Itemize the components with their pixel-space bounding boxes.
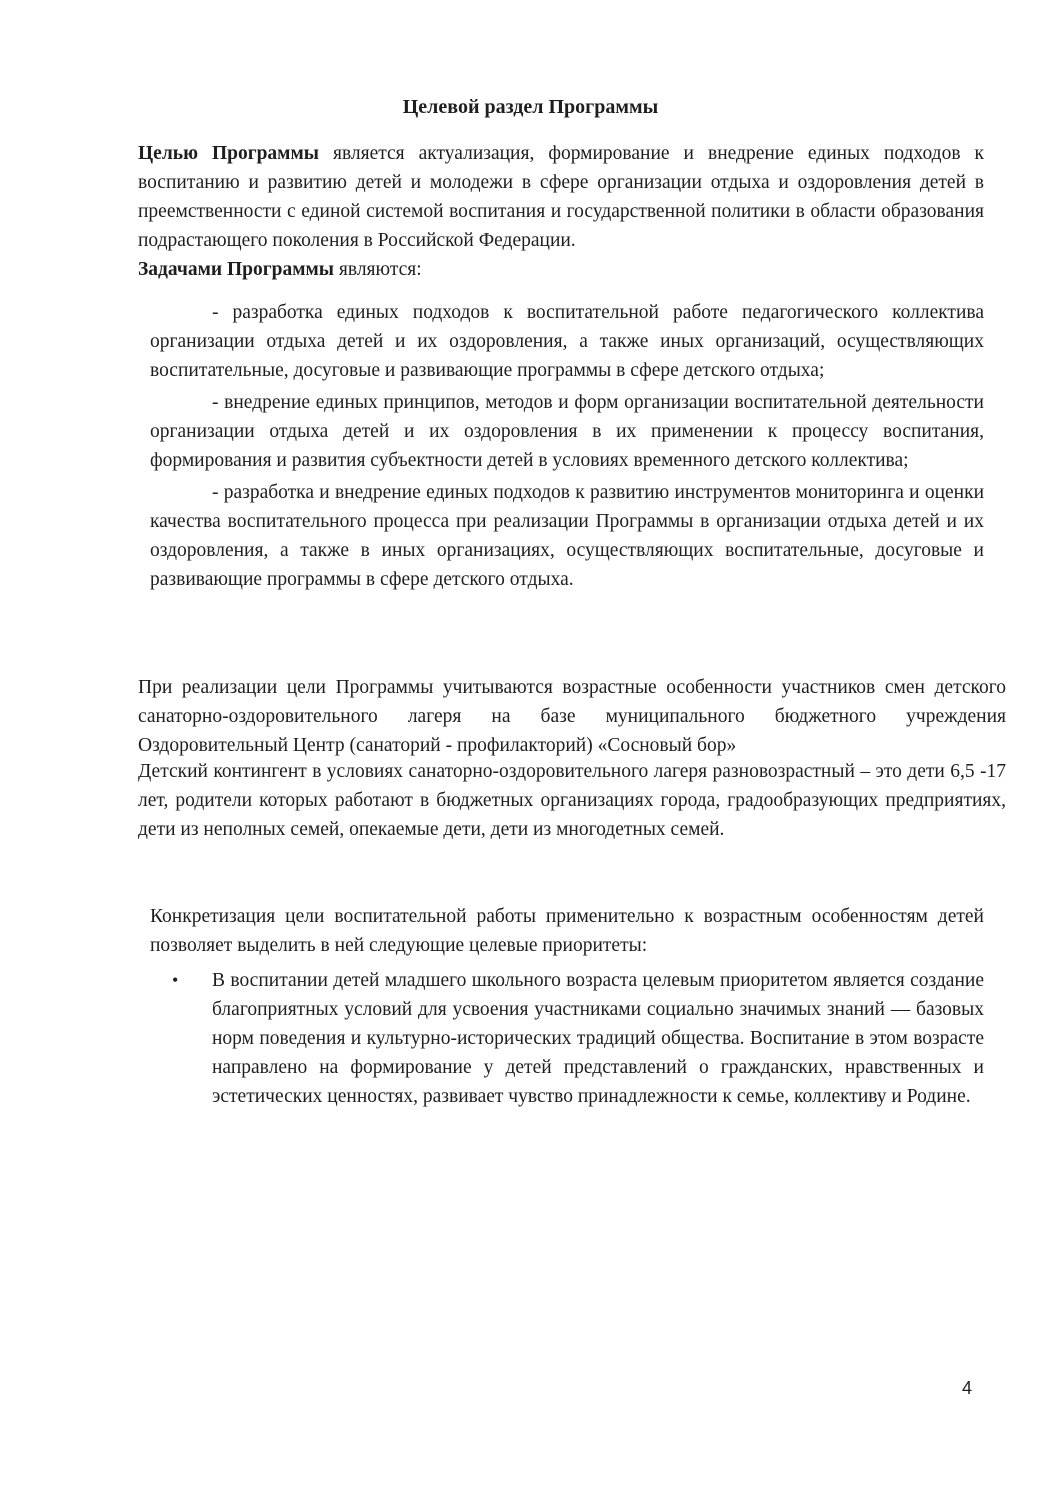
tasks-heading: [138, 255, 984, 284]
section-title: Целевой раздел Программы: [402, 96, 659, 118]
contingent-paragraph: Детский контингент в условиях санаторно-оздоровительного лагеря разновозрастный – это дети 6,5 -17 лет, родители которых работают в бюджетных организациях города, градообразующих предприятиях, дети из неполных семей, опекаемые дети, дети из многодетных семей.: [138, 761, 1006, 840]
goal-text: является актуализация, формирование и внедрение единых подходов к воспитанию и развитию детей и молодежи в сфере организации отдыха и оздоровления детей в преемственности с единой системой воспитания и государственной политики в области образования подрастающего поколения в Российской Федерации.: [138, 143, 984, 251]
task-item: - разработка и внедрение единых подходов к развитию инструментов мониторинга и оценки качества воспитательного процесса при реализации Программы в организации отдыха детей и их оздоровления, а также в иных организациях, осуществляющих воспитательные, досуговые и развивающие программы в сфере детского отдыха.: [150, 482, 984, 590]
task-item: - внедрение единых принципов, методов и форм организации воспитательной деятельности организации отдыха детей и их оздоровления в их применении к процессу воспитания, формирования и развития субъектности детей в условиях временного детского коллектива;: [150, 392, 984, 471]
page-number: 4: [962, 1378, 973, 1398]
concretization-paragraph: Конкретизация цели воспитательной работы применительно к возрастным особенностям детей позволяет выделить в ней следующие целевые приоритеты:: [150, 906, 984, 956]
goal-lead: Целью Программы: [138, 143, 319, 164]
bullet-icon: •: [172, 970, 179, 990]
goal-paragraph: [138, 139, 984, 255]
task-item: - разработка единых подходов к воспитательной работе педагогического коллектива организации отдыха детей и их оздоровления, а также иных организаций, осуществляющих воспитательные, досуговые и развивающие программы в сфере детского отдыха;: [150, 302, 984, 381]
tasks-lead: Задачами Программы: [138, 259, 335, 280]
priority-item: В воспитании детей младшего школьного возраста целевым приоритетом является создание благоприятных условий для усвоения участниками социально значимых знаний — базовых норм поведения и культурно-исторических традиций общества. Воспитание в этом возрасте направлено на формирование у детей представлений о гражданских, нравственных и эстетических ценностях, развивает чувство принадлежности к семье, коллективу и Родине.: [212, 970, 984, 1107]
implementation-paragraph: При реализации цели Программы учитываются возрастные особенности участников смен детского санаторно-оздоровительного лагеря на базе муниципального бюджетного учреждения Оздоровительный Центр (санаторий - профилакторий) «Сосновый бор»: [138, 677, 1006, 756]
task-list: [150, 298, 984, 597]
tasks-lead-text: являются:: [334, 259, 422, 280]
